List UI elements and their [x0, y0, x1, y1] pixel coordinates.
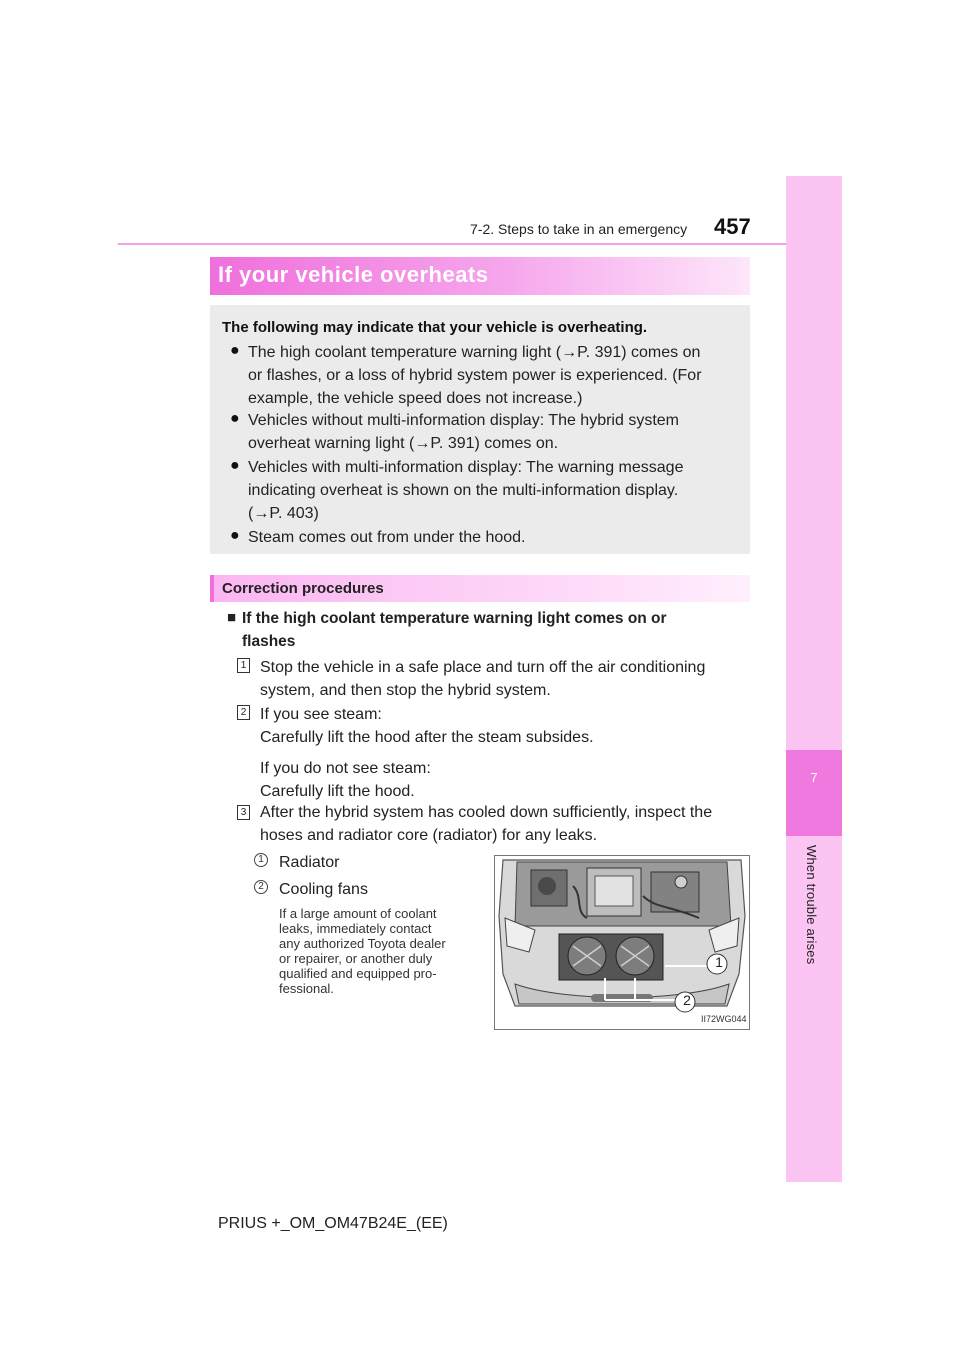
document-footer-code: PRIUS +_OM_OM47B24E_(EE)	[218, 1215, 448, 1232]
correction-heading: Correction procedures	[222, 580, 384, 597]
bullet-icon: ●	[230, 410, 240, 427]
step-number-box: 3	[237, 805, 250, 820]
callout-label-radiator: Radiator	[279, 854, 340, 871]
step-3-text	[260, 801, 744, 847]
spacer	[260, 749, 744, 757]
callout-label-cooling-fans: Cooling fans	[279, 881, 368, 898]
callout-number-circle: 2	[254, 880, 268, 894]
indicator-line: The high coolant temperature warning light (→P. 391) comes on	[248, 344, 701, 361]
case-heading-line: If the high coolant temperature warning light comes on or	[242, 610, 667, 627]
note-line: fessional.	[279, 981, 334, 996]
indicator-item-1	[248, 341, 738, 410]
indicator-item-4	[248, 526, 738, 549]
bullet-icon: ●	[230, 527, 240, 544]
step-line: After the hybrid system has cooled down sufficiently, inspect the	[260, 804, 713, 821]
page-title: If your vehicle overheats	[218, 262, 489, 287]
figure-callout-2: 2	[683, 992, 691, 1008]
indicator-line: or flashes, or a loss of hybrid system power is experienced. (For	[248, 367, 702, 384]
callout-number-circle: 1	[254, 853, 268, 867]
indicator-line: Vehicles with multi-information display: The warning message	[248, 459, 684, 476]
indicator-line: overheat warning light (→P. 391) comes on.	[248, 435, 559, 452]
step-line: If you do not see steam:	[260, 760, 431, 777]
bullet-icon: ●	[230, 342, 240, 359]
indicator-item-2	[248, 409, 738, 455]
running-header-section: 7-2. Steps to take in an emergency	[470, 221, 688, 237]
step-number-box: 1	[237, 658, 250, 673]
engine-bay-illustration	[494, 855, 750, 1030]
step-line: If you see steam:	[260, 706, 382, 723]
note-line: any authorized Toyota dealer	[279, 936, 446, 951]
bullet-icon: ●	[230, 457, 240, 474]
side-tab-chapter-number: 7	[810, 770, 818, 785]
indicator-line: Steam comes out from under the hood.	[248, 529, 526, 546]
engine-bay-drawing	[495, 856, 749, 1029]
indicator-line: (→P. 403)	[248, 505, 319, 522]
figure-code: II72WG044	[701, 1014, 747, 1024]
step-line: system, and then stop the hybrid system.	[260, 682, 551, 699]
side-tab-upper	[786, 176, 842, 750]
indicator-line: Vehicles without multi-information display: The hybrid system	[248, 412, 679, 429]
side-tab-chapter-title: When trouble arises	[804, 845, 819, 965]
side-tab-chapter-marker	[786, 750, 842, 836]
note-line: leaks, immediately contact	[279, 921, 432, 936]
note-line: qualified and equipped pro-	[279, 966, 437, 981]
step-line: Carefully lift the hood.	[260, 783, 415, 800]
indicators-lead: The following may indicate that your vehicle is overheating.	[222, 319, 648, 336]
header-rule	[118, 243, 786, 245]
step-line: hoses and radiator core (radiator) for any leaks.	[260, 827, 598, 844]
step-line: Carefully lift the hood after the steam subsides.	[260, 729, 594, 746]
note-line: or repairer, or another duly	[279, 951, 433, 966]
step-number-box: 2	[237, 705, 250, 720]
indicator-item-3	[248, 456, 738, 525]
note-line: If a large amount of coolant	[279, 906, 437, 921]
coolant-leak-note	[279, 906, 479, 996]
page-number: 457	[714, 214, 751, 239]
indicator-line: indicating overheat is shown on the multi-information display.	[248, 482, 679, 499]
case-heading	[242, 607, 746, 653]
step-line: Stop the vehicle in a safe place and turn off the air conditioning	[260, 659, 706, 676]
indicator-line: example, the vehicle speed does not increase.)	[248, 390, 583, 407]
step-1-text	[260, 656, 744, 702]
step-2-text	[260, 703, 744, 803]
figure-callout-1: 1	[715, 954, 723, 970]
square-bullet-icon: ■	[227, 609, 237, 626]
case-heading-line: flashes	[242, 633, 296, 650]
